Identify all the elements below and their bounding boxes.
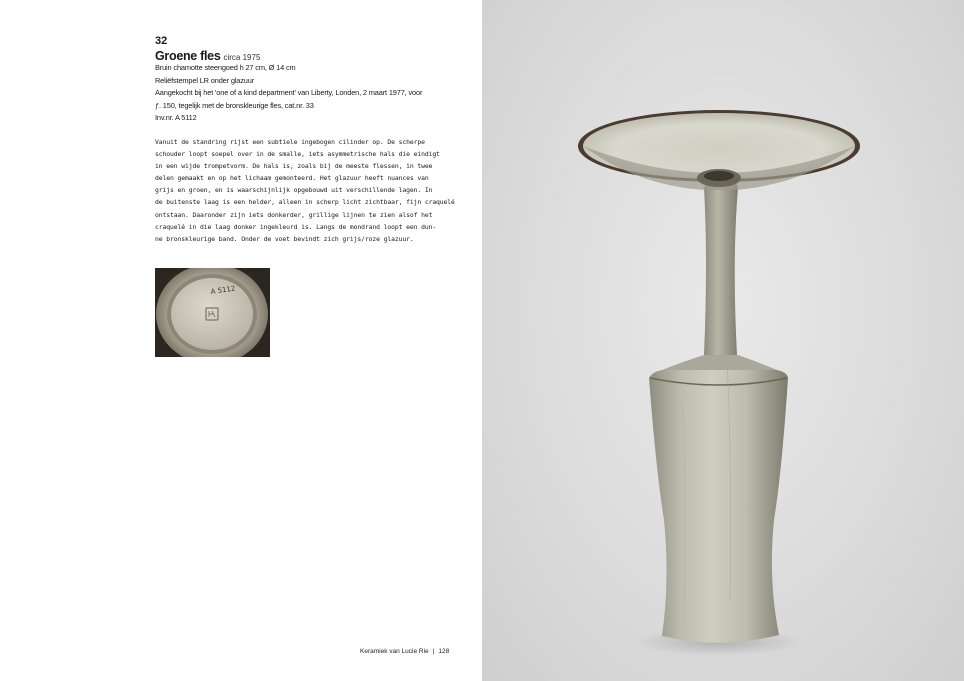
meta-material: Bruin chamotte steengoed h 27 cm, Ø 14 cm bbox=[155, 63, 296, 72]
description-line: Vanuit de standring rijst een subtiele ingebogen cilinder op. De scherpe bbox=[155, 138, 425, 146]
description-line: ne bronskleurige band. Onder de voet bevindt zich grijs/roze glazuur. bbox=[155, 234, 414, 243]
object-date: circa 1975 bbox=[223, 53, 261, 62]
description-line: schouder loopt soepel over in de smalle, iets asymmetrische hals die eindigt bbox=[155, 150, 440, 159]
description-line: grijs en groen, en is waarschijnlijk opgebouwd uit verschillende lagen. In bbox=[155, 186, 433, 195]
catalogue-number: 32 bbox=[155, 35, 168, 47]
description-line: delen gemaakt en op het lichaam gemonteerd. Het glazuur heeft nuances van bbox=[155, 174, 429, 183]
meta-inventory-number: Inv.nr. A 5112 bbox=[155, 113, 197, 123]
object-metadata bbox=[155, 62, 455, 125]
object-title: Groene fles bbox=[155, 49, 221, 63]
green-bottle-illustration bbox=[482, 0, 964, 681]
meta-provenance-continued: ƒ. 150, tegelijk met de bronskleurige fles, cat.nr. 33 bbox=[155, 100, 314, 110]
meta-provenance: Aangekocht bij het 'one of a kind department' van Liberty, Londen, 2 maart 1977, voor bbox=[155, 88, 423, 98]
description-line: de buitenste laag is een helder, alleen in scherp licht zichtbaar, fijn craquelé bbox=[155, 198, 455, 207]
base-inscription: A 5112 bbox=[210, 284, 236, 296]
meta-stamp: Reliëfstempel LR onder glazuur bbox=[155, 75, 255, 85]
footer-separator: | bbox=[432, 648, 435, 655]
page-footer bbox=[360, 648, 449, 655]
base-detail-photo bbox=[155, 268, 270, 357]
vase-photo bbox=[482, 0, 964, 681]
description-text bbox=[155, 136, 455, 245]
page-number: 128 bbox=[438, 648, 450, 655]
description-line: craquelé in die laag donker ingekleurd is. Langs de mondrand loopt een dun- bbox=[155, 222, 437, 231]
description-line: in een wijde trompetvorm. De hals is, zoals bij de meeste flessen, in twee bbox=[155, 162, 433, 171]
description-line: ontstaan. Daaronder zijn iets donkerder, grillige lijnen te zien alsof het bbox=[155, 210, 433, 219]
book-title: Keramiek van Lucie Rie bbox=[360, 648, 429, 655]
base-detail-illustration bbox=[155, 268, 270, 357]
